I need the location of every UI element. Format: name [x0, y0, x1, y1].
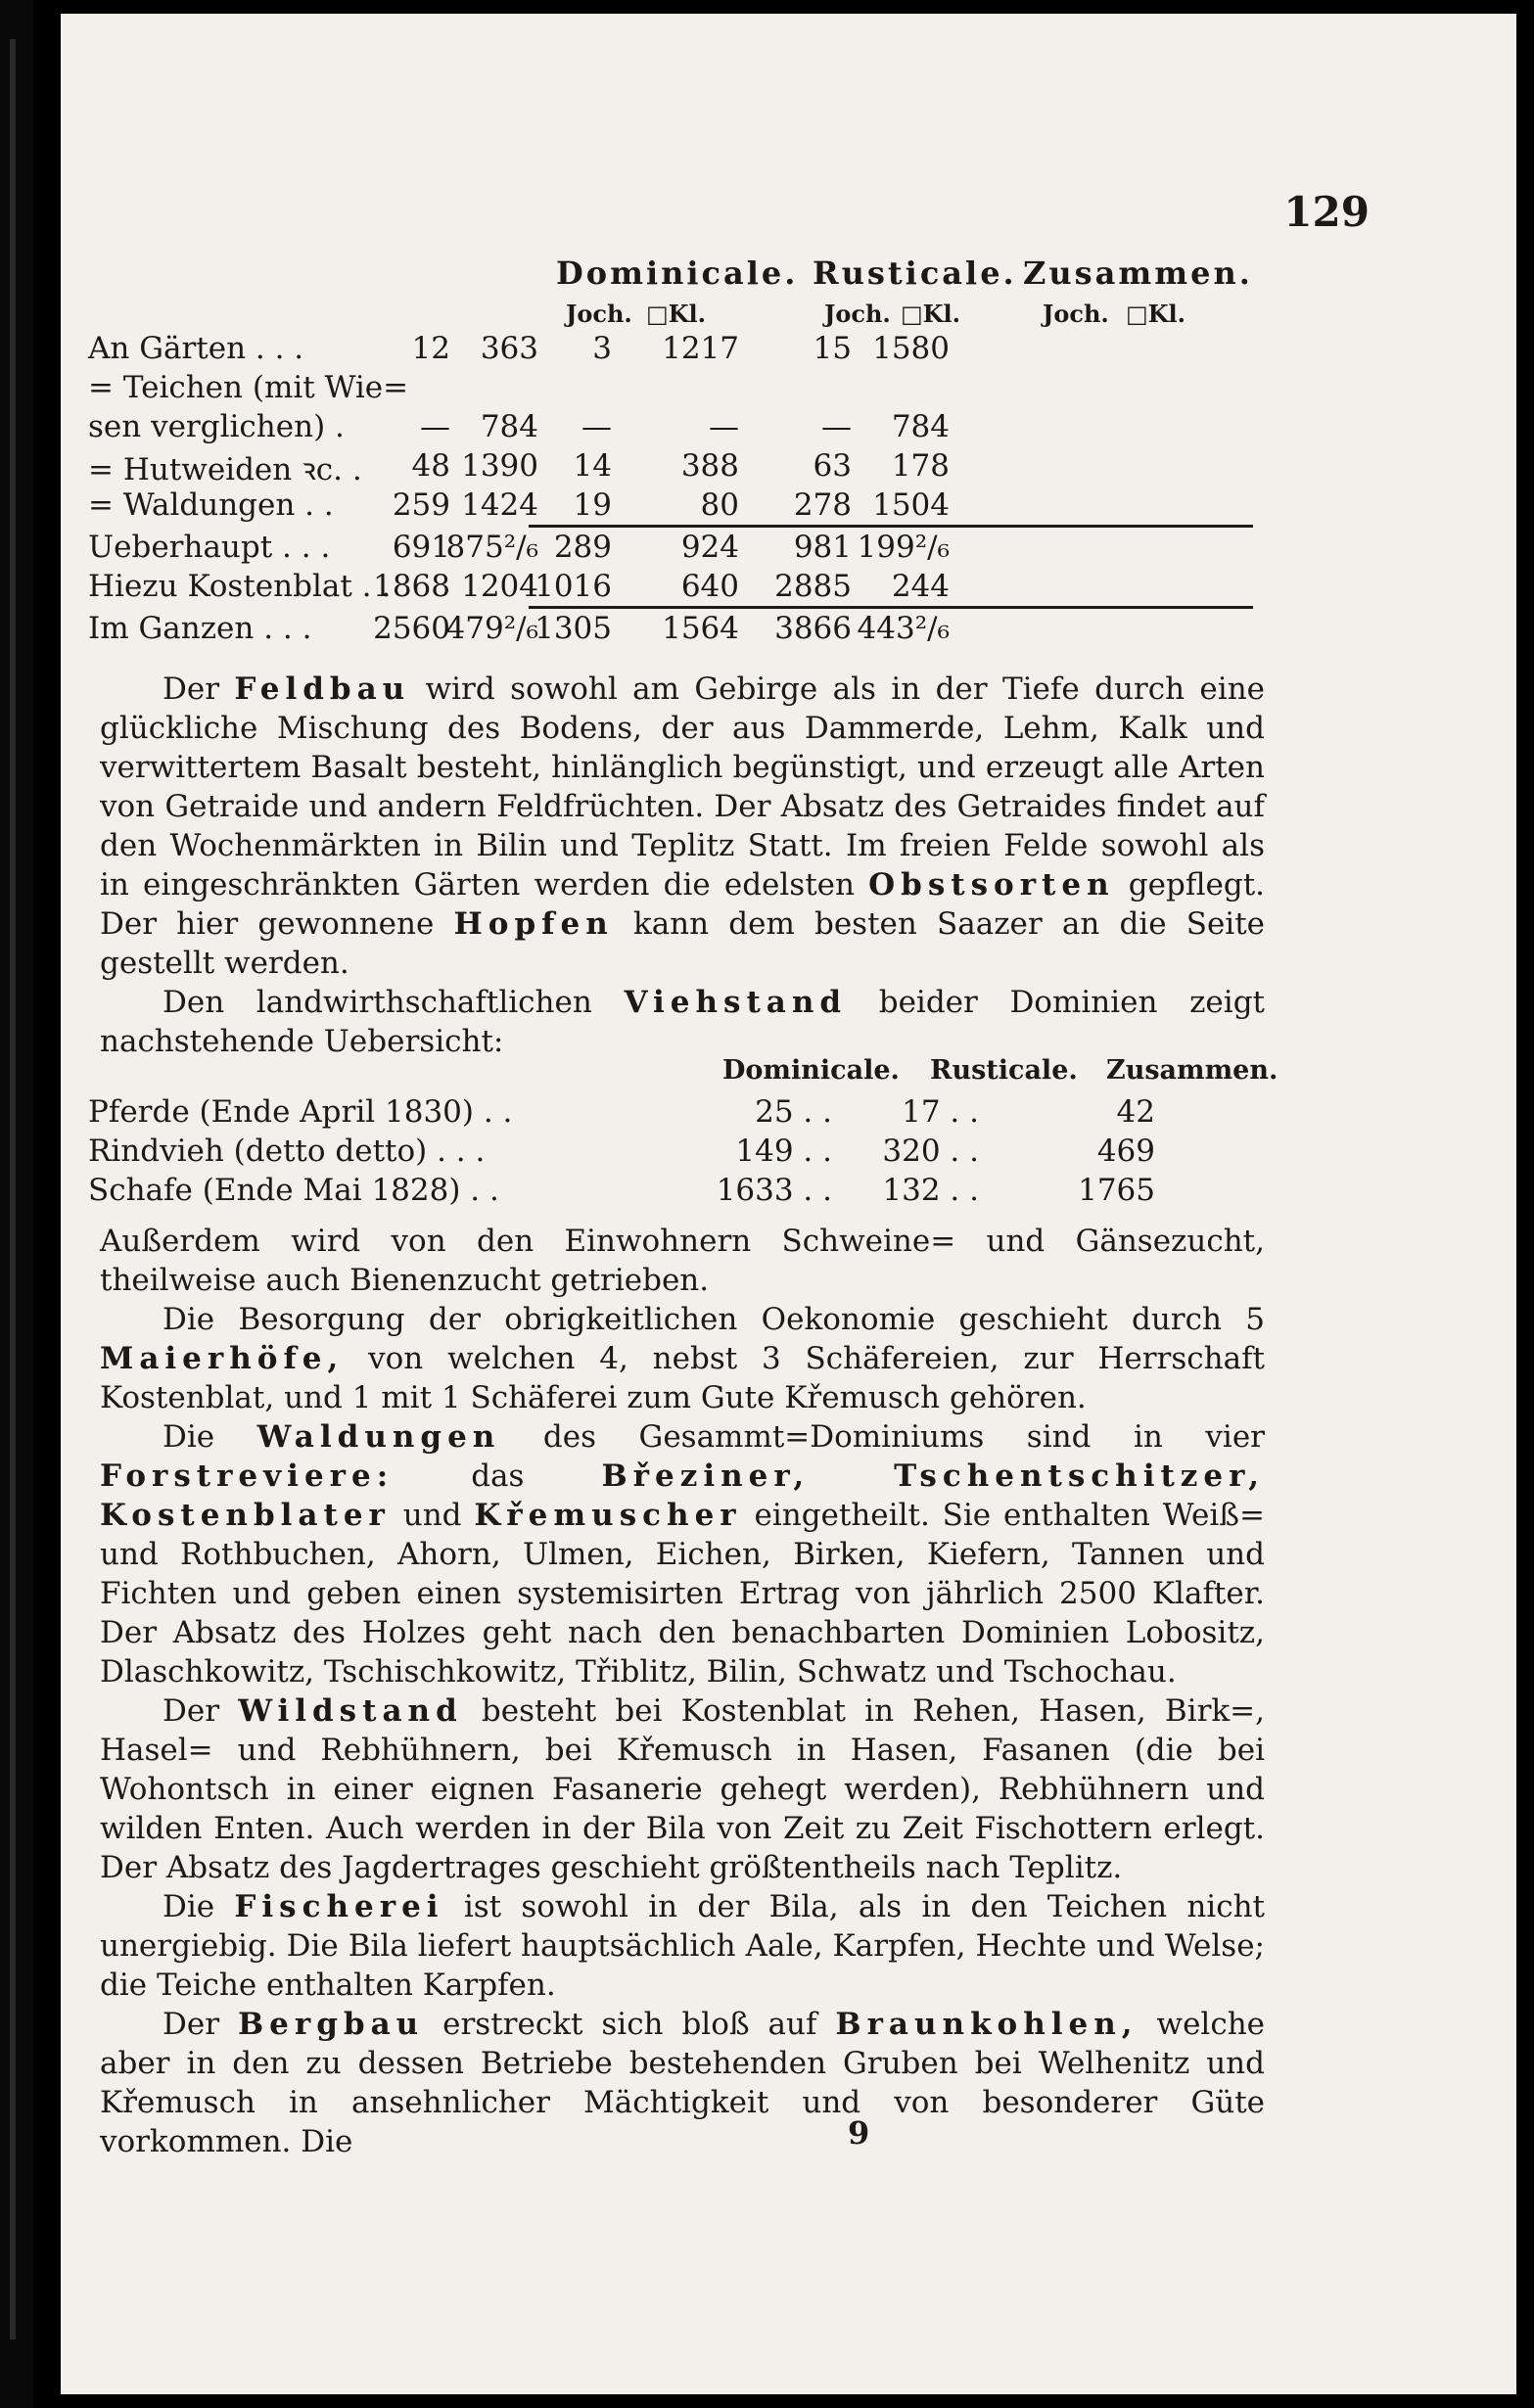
- table-cell: 1390: [461, 448, 538, 484]
- paragraph-fischerei: Die Fischerei ist sowohl in der Bila, als in den Teichen nicht unergiebig. Die Bila liefert hauptsächlich Aale, Karpfen, Hechte und Welse; die Teiche enthalten Karpfen.: [100, 1889, 1265, 2003]
- table-cell: 80: [700, 487, 739, 523]
- unit-header: Joch.: [566, 300, 632, 328]
- paragraph-viehstand: Den landwirthschaftlichen Viehstand beider Dominien zeigt nachstehende Uebersicht:: [100, 985, 1265, 1059]
- header-dominicale: Dominicale.: [722, 1055, 900, 1086]
- unit-header: Joch.: [824, 300, 891, 328]
- livestock-table: [88, 1055, 1278, 1210]
- paragraph-feldbau: Der Feldbau wird sowohl am Gebirge als in der Tiefe durch eine glückliche Mischung des Bodens, der aus Dammerde, Lehm, Kalk und verwittertem Basalt besteht, hinlänglich begünstigt, und erzeugt alle Arten von Getraide und andern Feldfrüchten. Der Absatz des Getraides findet auf den Wochenmärkten in Bilin und Teplitz Statt. Im freien Felde sowohl als in eingeschränkten Gärten werden die edelsten Obstsorten gepflegt. Der hier gewonnene Hopfen kann dem besten Saazer an die Seite gestellt werden.: [100, 671, 1266, 981]
- table-cell: 244: [891, 569, 950, 604]
- unit-header: Joch.: [1043, 300, 1109, 328]
- table-cell: 924: [680, 530, 739, 565]
- table-cell: 14: [573, 448, 612, 484]
- table-cell: 3866: [774, 611, 852, 646]
- row-label: Hiezu Kostenblat . .: [88, 569, 392, 604]
- header-zusammen: Zusammen.: [1106, 1055, 1278, 1086]
- facing-page-strip: [10, 39, 16, 2339]
- table-cell: 320 . .: [882, 1134, 979, 1169]
- livestock-row: [88, 1092, 1263, 1132]
- table-cell: 640: [680, 569, 739, 604]
- paragraph-oekonomie: Die Besorgung der obrigkeitlichen Oekonomie geschieht durch 5 Maierhöfe, von welchen 4, nebst 3 Schäfereien, zur Herrschaft Kostenblat, und 1 mit 1 Schäferei zum Gute Křemusch gehören.: [100, 1302, 1265, 1415]
- table-cell: —: [821, 409, 852, 444]
- table-cell: 48: [411, 448, 450, 484]
- header-rusticale: Rusticale.: [813, 255, 1017, 292]
- table-cell: 289: [553, 530, 612, 565]
- table-cell: 784: [891, 409, 950, 444]
- table-cell: 443²/₆: [857, 611, 950, 646]
- table-cell: 1204: [461, 569, 538, 604]
- paragraph-zucht: Außerdem wird von den Einwohnern Schweine= und Gänsezucht, theilweise auch Bienenzucht getrieben.: [100, 1224, 1265, 1298]
- row-label: = Hutweiden ꝛc. .: [88, 452, 362, 487]
- table-cell: 63: [813, 448, 852, 484]
- table-cell: 25 . .: [755, 1094, 832, 1130]
- table-cell: 149 . .: [735, 1134, 832, 1169]
- table-cell: 42: [1116, 1094, 1155, 1130]
- page-number: 129: [1283, 188, 1370, 236]
- table-row: [88, 368, 1253, 407]
- table-cell: 363: [480, 331, 538, 366]
- row-label: Schafe (Ende Mai 1828) . .: [88, 1173, 499, 1208]
- table-cell: 469: [1096, 1134, 1155, 1169]
- header-zusammen: Zusammen.: [1023, 255, 1253, 292]
- body-text-upper: [100, 670, 1265, 1061]
- table-cell: 3: [592, 331, 612, 366]
- table-cell: 1305: [535, 611, 612, 646]
- table-row: [88, 567, 1253, 606]
- row-label: = Waldungen . .: [88, 487, 334, 523]
- table-cell: 199²/₆: [857, 530, 950, 565]
- table-cell: 388: [680, 448, 739, 484]
- unit-header: □Kl.: [646, 300, 707, 328]
- livestock-row: [88, 1132, 1263, 1171]
- table-cell: 1564: [662, 611, 739, 646]
- row-label: Pferde (Ende April 1830) . .: [88, 1094, 513, 1130]
- row-label: Im Ganzen . . .: [88, 611, 312, 646]
- row-label: An Gärten . . .: [88, 331, 304, 366]
- table-row: [88, 486, 1253, 525]
- row-label: Rindvieh (detto detto) . . .: [88, 1134, 486, 1169]
- table-cell: 1424: [461, 487, 538, 523]
- table-cell: 1504: [872, 487, 950, 523]
- row-label: sen verglichen) .: [88, 409, 345, 444]
- table-cell: —: [581, 409, 612, 444]
- table-row: [88, 609, 1253, 648]
- header-dominicale: Dominicale.: [556, 255, 799, 292]
- table-cell: —: [420, 409, 450, 444]
- unit-header: □Kl.: [901, 300, 961, 328]
- table-row: [88, 528, 1253, 567]
- body-text-lower: [100, 1222, 1265, 2161]
- paragraph-bergbau: Der Bergbau erstreckt sich bloß auf Braunkohlen, welche aber in den zu dessen Betriebe bestehenden Gruben bei Welhenitz und Křemusch in ansehnlicher Mächtigkeit und von besonderer Güte vorkommen. Die: [100, 2007, 1266, 2159]
- table-cell: —: [709, 409, 739, 444]
- scan-left-edge: [0, 0, 33, 2408]
- table-cell: 1580: [872, 331, 950, 366]
- table-cell: 1633 . .: [716, 1173, 832, 1208]
- table-cell: 19: [573, 487, 612, 523]
- header-rusticale: Rusticale.: [930, 1055, 1078, 1086]
- table-cell: 2885: [774, 569, 852, 604]
- table-cell: 15: [813, 331, 852, 366]
- table-cell: 259: [392, 487, 450, 523]
- table-unit-header: [88, 300, 1253, 329]
- table-cell: 981: [793, 530, 852, 565]
- footer-signature: 9: [848, 2114, 870, 2152]
- table-cell: 479²/₆: [445, 611, 538, 646]
- land-area-table: [88, 255, 1253, 648]
- table-cell: 1217: [662, 331, 739, 366]
- table-cell: 1765: [1078, 1173, 1155, 1208]
- livestock-header: [88, 1055, 1278, 1092]
- table-cell: 1016: [535, 569, 612, 604]
- table-row: [88, 407, 1253, 446]
- table-group-header: [88, 255, 1253, 300]
- paragraph-waldungen: Die Waldungen des Gesammt=Dominiums sind in vier Forstreviere: das Březiner, Tschentschitzer, Kostenblater und Křemuscher eingetheilt. Sie enthalten Weiß= und Rothbuchen, Ahorn, Ulmen, Eichen, Birken, Kiefern, Tannen und Fichten und geben einen systemisirten Ertrag von jährlich 2500 Klafter. Der Absatz des Holzes geht nach den benachbarten Dominien Lobositz, Dlaschkowitz, Tschischkowitz, Třiblitz, Bilin, Schwatz und Tschochau.: [100, 1419, 1265, 1690]
- table-cell: 875²/₆: [445, 530, 538, 565]
- table-cell: 17 . .: [902, 1094, 979, 1130]
- table-cell: 691: [392, 530, 450, 565]
- row-label: Ueberhaupt . . .: [88, 530, 331, 565]
- row-label: = Teichen (mit Wie=: [88, 370, 409, 405]
- livestock-row: [88, 1171, 1263, 1210]
- table-cell: 1868: [373, 569, 450, 604]
- table-cell: 132 . .: [882, 1173, 979, 1208]
- table-cell: 784: [480, 409, 538, 444]
- table-cell: 278: [793, 487, 852, 523]
- table-cell: 178: [891, 448, 950, 484]
- table-cell: 2560: [373, 611, 450, 646]
- table-row: [88, 329, 1253, 368]
- paragraph-wildstand: Der Wildstand besteht bei Kostenblat in Rehen, Hasen, Birk=, Hasel= und Rebhühnern, bei Křemusch in Hasen, Fasanen (die bei Wohontsch in einer eignen Fasanerie gehegt werden), Rebhühnern und wilden Enten. Auch werden in der Bila von Zeit zu Zeit Fischottern erlegt. Der Absatz des Jagdertrages geschieht größtentheils nach Teplitz.: [100, 1693, 1266, 1885]
- table-row: [88, 446, 1253, 486]
- table-cell: 12: [411, 331, 450, 366]
- unit-header: □Kl.: [1126, 300, 1186, 328]
